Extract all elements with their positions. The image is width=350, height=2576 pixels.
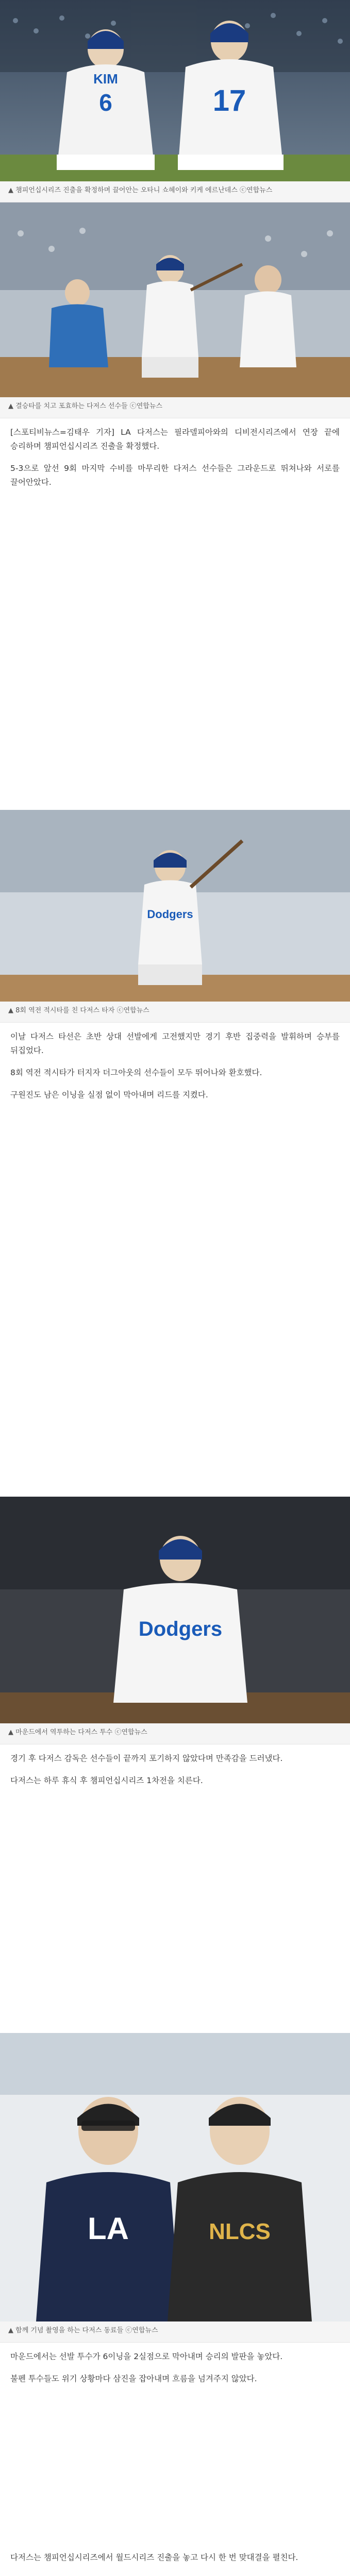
caption-3-text: ▲ 8회 역전 적시타를 친 다저스 타자 ⓒ연합뉴스 [8, 1007, 149, 1014]
paragraph: 이날 다저스 타선은 초반 상대 선발에게 고전했지만 경기 후반 집중력을 발휘하며 승부를 뒤집었다. [10, 1032, 340, 1055]
svg-text:LA: LA [88, 2211, 129, 2246]
svg-text:KIM: KIM [93, 71, 118, 87]
article-photo-1 [0, 0, 350, 181]
svg-text:6: 6 [99, 89, 112, 116]
article-photo-4 [0, 1497, 350, 1723]
photo-2-image [0, 202, 350, 397]
paragraph: [스포티비뉴스=김태우 기자] LA 다저스는 필라델피아와의 디비전시리즈에서 연장 끝에 승리하며 챔피언십시리즈 진출을 확정했다. [10, 428, 340, 451]
photo-caption-3 [0, 1002, 350, 1023]
paragraph: 다저스는 챔피언십시리즈에서 월드시리즈 진출을 놓고 다시 한 번 맞대결을 펼친다. [10, 2553, 298, 2562]
article-photo-5 [0, 2033, 350, 2321]
svg-text:NLCS: NLCS [209, 2219, 271, 2244]
paragraph: 마운드에서는 선발 투수가 6이닝을 2실점으로 막아내며 승리의 발판을 놓았다. [10, 2352, 283, 2361]
article-photo-2 [0, 202, 350, 397]
article-body-3 [0, 1744, 350, 2033]
paragraph: 5-3으로 앞선 9회 마지막 수비를 마무리한 다저스 선수들은 그라운드로 뛰쳐나와 서로를 끌어안았다. [10, 464, 340, 487]
caption-2-text: ▲ 결승타를 치고 포효하는 다저스 선수들 ⓒ연합뉴스 [8, 402, 162, 410]
paragraph: 다저스는 하루 휴식 후 챔피언십시리즈 1차전을 치른다. [10, 1776, 203, 1785]
photo-5-image [0, 2033, 350, 2321]
photo-caption-4 [0, 1723, 350, 1744]
photo-caption-1 [0, 181, 350, 202]
paragraph: 불펜 투수들도 위기 상황마다 삼진을 잡아내며 흐름을 넘겨주지 않았다. [10, 2374, 257, 2383]
paragraph: 구원진도 남은 이닝을 실점 없이 막아내며 리드를 지켰다. [10, 1090, 208, 1099]
photo-caption-2 [0, 397, 350, 418]
paragraph: 경기 후 다저스 감독은 선수들이 끝까지 포기하지 않았다며 만족감을 드러냈다. [10, 1754, 283, 1763]
article-body-1 [0, 418, 350, 810]
article-photo-3 [0, 810, 350, 1002]
caption-1-text: ▲ 챔피언십시리즈 진출을 확정하며 끌어안는 오타니 쇼헤이와 키케 에르난데스 ⓒ연합뉴스 [8, 187, 273, 194]
photo-1-image [0, 0, 350, 181]
article-body-4 [0, 2343, 350, 2544]
svg-text:Dodgers: Dodgers [138, 1618, 223, 1640]
article-body-2 [0, 1023, 350, 1497]
photo-caption-5 [0, 2321, 350, 2343]
photo-3-image [0, 810, 350, 1002]
paragraph: 8회 역전 적시타가 터지자 더그아웃의 선수들이 모두 뛰어나와 환호했다. [10, 1068, 262, 1077]
caption-4-text: ▲ 마운드에서 역투하는 다저스 투수 ⓒ연합뉴스 [8, 1728, 147, 1736]
caption-5-text: ▲ 함께 기념 촬영을 하는 다저스 동료들 ⓒ연합뉴스 [8, 2327, 158, 2334]
svg-text:17: 17 [212, 84, 246, 117]
svg-text:Dodgers: Dodgers [147, 908, 193, 921]
photo-4-image [0, 1497, 350, 1723]
article-body-5 [0, 2544, 350, 2576]
